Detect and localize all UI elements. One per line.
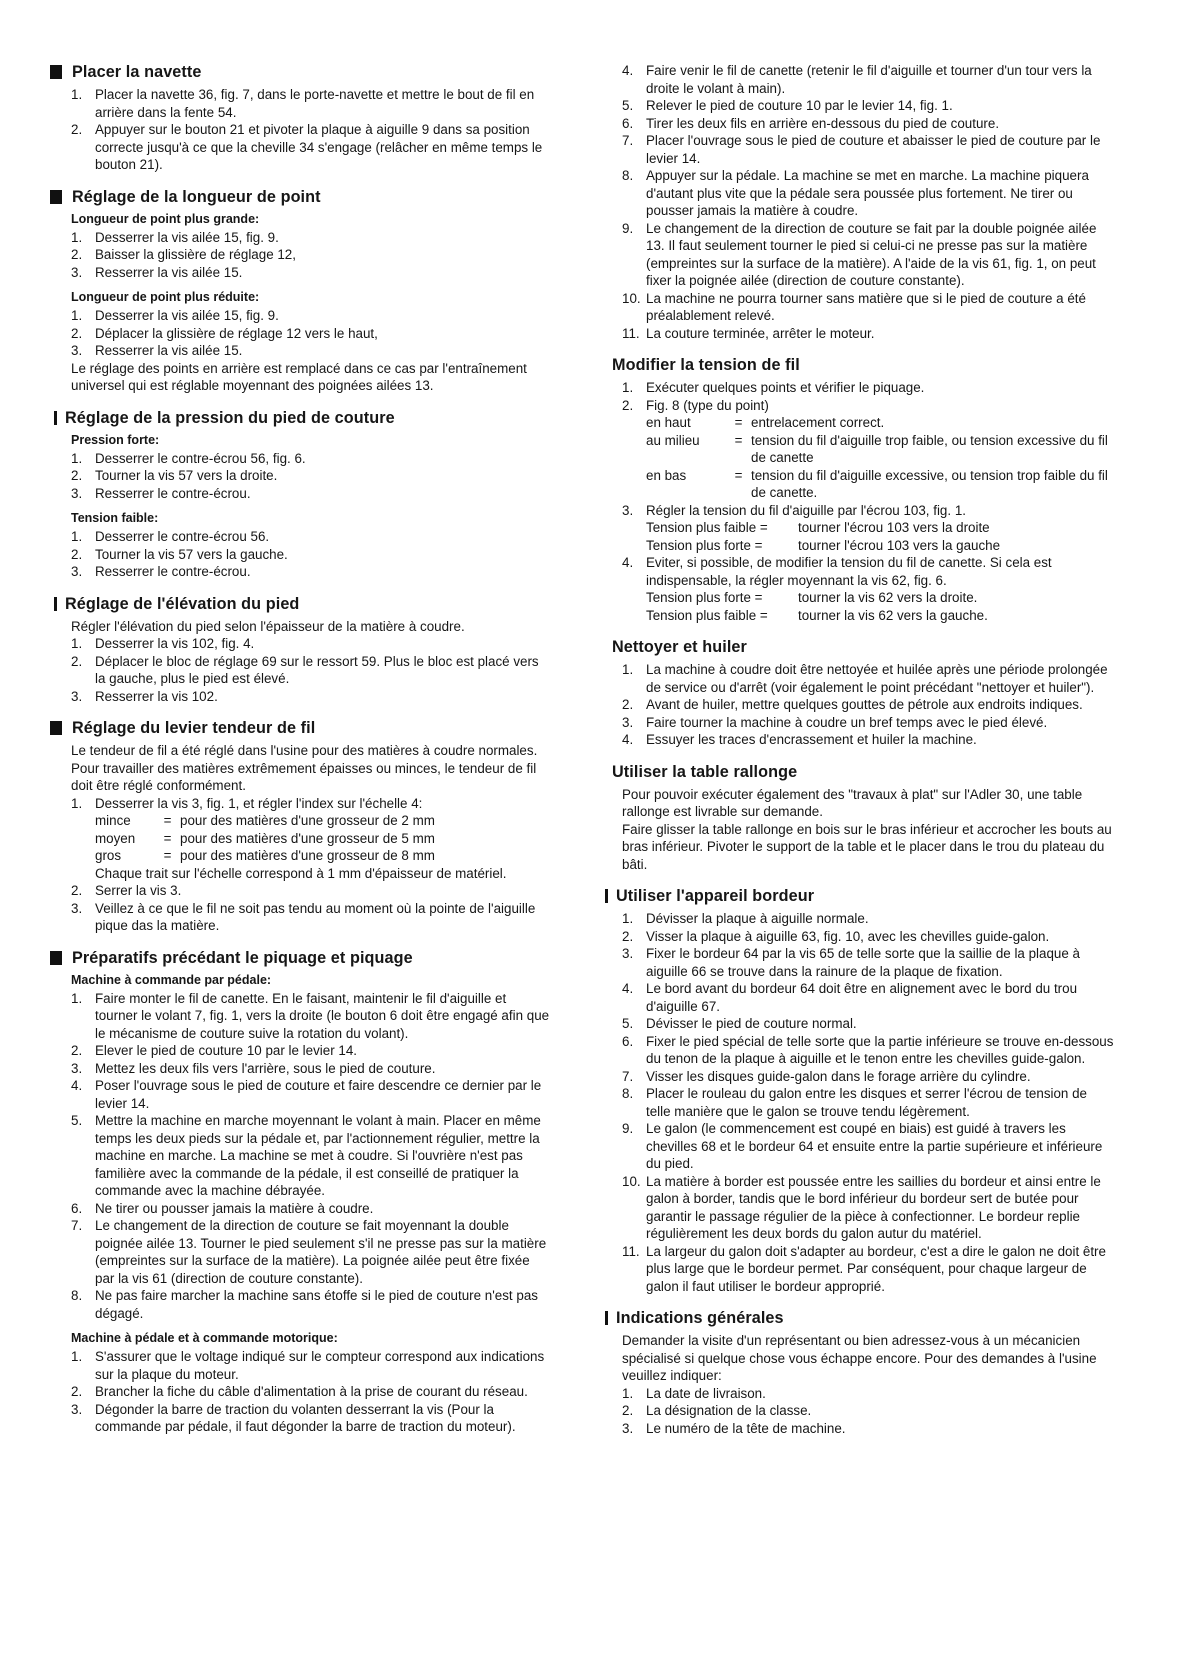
list-item: 5. Relever le pied de couture 10 par le levier 14, fig. 1.: [622, 98, 953, 113]
section-nettoyer: [601, 637, 1115, 749]
bar-bullet-icon: [605, 1311, 608, 1325]
section-heading: [601, 1308, 1115, 1328]
list-item: 10. La machine ne pourra tourner sans matière que si le pied de couture a été préalablement relevé.: [622, 290, 1086, 323]
list-item: 6. Fixer le pied spécial de telle sorte que la partie inférieure se trouve en-dessous du tenon de la plaque à aiguille et le tenon entre les chevilles guide-galon.: [622, 1033, 1114, 1066]
section-heading: [601, 886, 1115, 906]
list-item: 3. Mettez les deux fils vers l'arrière, sous le pied de couture.: [71, 1060, 436, 1076]
list-item: 8. Appuyer sur la pédale. La machine se met en marche. La machine piquera d'autant plus vite que la pédale sera poussée plus fortement. Ne tirer ou pousser jamais la matière à coudre.: [622, 168, 1089, 218]
intro-text: Pour travailler des matières extrêmement épaisses ou minces, le tendeur de fil doit être réglé conformément.: [71, 760, 537, 793]
list-item: 2. Fig. 8 (type du point) en haut = entrelacement correct. au milieu = tension du fil d'aiguille trop faible, ou tension excessive du fil de canette en bas = tension du fil d'aiguille excessive, ou tension trop faible du fil de canette.: [622, 397, 1115, 502]
section-table-rallonge: [601, 762, 1115, 874]
section-appareil-bordeur: [601, 886, 1115, 1295]
fig8-row: au milieu = tension du fil d'aiguille trop faible, ou tension excessive du fil de canette: [646, 432, 1108, 465]
list-item: 1. La date de livraison.: [622, 1385, 766, 1401]
paragraph: Faire glisser la table rallonge en bois sur le bras inférieur et accrocher les bouts au bras inférieur. Pivoter le support de la table et le placer dans le trou du plateau du bâti.: [622, 821, 1112, 872]
subheading: Pression forte:: [71, 432, 160, 447]
list-item: 7. Le changement de la direction de couture se fait moyennant la double poignée ailée 13. Tourner le pied seulement s'il ne presse pas sur la matière (empreintes sur la surface de la matière). La poignée ailée peut être fixée par la vis 61 (direction de couture constante).: [71, 1218, 547, 1286]
list-item: 4. Eviter, si possible, de modifier la tension du fil de canette. Si cela est indispensable, la régler moyennant la vis 62, fig. 6. Tension plus forte = tourner la vis 62 vers la droite. Tension plus faible = tourner la vis 62 vers la gauche.: [622, 554, 1115, 624]
section-heading: [50, 408, 550, 428]
note-text: Le réglage des points en arrière est remplacé dans ce cas par l'entraînement universel qui est réglable moyennant des poignées ailées 13.: [71, 360, 527, 393]
scale-row: mince = pour des matières d'une grosseur de 2 mm: [95, 813, 435, 828]
heading-text: Utiliser l'appareil bordeur: [616, 887, 815, 905]
heading-text: Nettoyer et huiler: [612, 638, 747, 656]
list-item: 2. Visser la plaque à aiguille 63, fig. 10, avec les chevilles guide-galon.: [622, 928, 1050, 944]
section-levier-tendeur: [50, 718, 550, 935]
list-item: 2. Avant de huiler, mettre quelques gouttes de pétrole aux endroits indiques.: [622, 697, 1083, 712]
section-continuation: [601, 62, 1115, 342]
list-item: 4. Le bord avant du bordeur 64 doit être en alignement avec le bord du trou d'aiguille 67.: [622, 981, 1078, 1014]
list-item: 6. Ne tirer ou pousser jamais la matière à coudre.: [71, 1200, 374, 1216]
tension-row: Tension plus forte = tourner l'écrou 103 vers la gauche: [646, 537, 1001, 553]
tension-row: Tension plus forte = tourner la vis 62 vers la droite.: [646, 590, 978, 605]
fig8-row: en haut = entrelacement correct.: [646, 415, 885, 430]
section-heading: [612, 637, 1115, 657]
intro-text: Le tendeur de fil a été réglé dans l'usine pour des matières à coudre normales.: [71, 743, 538, 758]
fig8-row: en bas = tension du fil d'aiguille excessive, ou tension trop faible du fil de canette.: [646, 467, 1108, 500]
subheading: Machine à pédale et à commande motorique:: [71, 1331, 338, 1345]
section-heading: [50, 594, 550, 614]
bar-bullet-icon: [54, 597, 57, 611]
bar-bullet-icon: [54, 411, 57, 425]
heading-text: Réglage de la pression du pied de couture: [65, 408, 395, 427]
list-item: 10. La matière à border est poussée entre les saillies du bordeur et ainsi entre le galon à border, tandis que le bord inférieur du bordeur sert de butée pour garantir le passage régulier de la pièce à confectionner. Le bordeur replie régulièrement les deux bords du galon autur du matériel.: [622, 1173, 1101, 1241]
list-item: 1. Faire monter le fil de canette. En le faisant, maintenir le fil d'aiguille et tourner le volant 7, fig. 1, vers la droite (le bouton 6 doit être engagé afin que le mécanisme de couture suive la rotation du volant).: [71, 990, 550, 1041]
list-item: 9. Le galon (le commencement est coupé en biais) est guidé à travers les chevilles 68 et le bordeur 64 et ensuite entre la partie supérieure et inférieure du pied.: [622, 1121, 1103, 1171]
list-item: 1. Placer la navette 36, fig. 7, dans le porte-navette et mettre le bout de fil en arrière dans la fente 54.: [71, 87, 535, 120]
list-item: 1. Desserrer le contre-écrou 56.: [71, 529, 270, 544]
section-heading: [612, 355, 1115, 375]
bar-bullet-icon: [605, 889, 608, 903]
list-item: 1. Desserrer la vis 3, fig. 1, et régler l'index sur l'échelle 4: mince = pour des matières d'une grosseur de 2 mm moyen = pour des matières d'une grosseur de 5 mm gros = pour des matières d'une grosseur de 8 mm Chaque trait sur l'échelle correspond à 1 mm d'épaisseur de matériel.: [71, 795, 550, 883]
heading-text: Placer la navette: [72, 63, 202, 81]
list-item: 2. Déplacer le bloc de réglage 69 sur le ressort 59. Plus le bloc est placé vers la gauche, plus le pied est élevé.: [71, 653, 539, 686]
list-item: 2. La désignation de la classe.: [622, 1403, 812, 1418]
section-pression-pied: [50, 408, 550, 581]
list-item: 5. Dévisser le pied de couture normal.: [622, 1016, 857, 1031]
list-item: 1. Desserrer la vis ailée 15, fig. 9.: [71, 308, 279, 323]
list-item: 4. Essuyer les traces d'encrassement et huiler la machine.: [622, 732, 977, 747]
section-longueur-point: [50, 187, 550, 395]
subheading: Longueur de point plus réduite:: [71, 290, 260, 304]
list-item: 7. Visser les disques guide-galon dans le forage arrière du cylindre.: [622, 1068, 1031, 1084]
list-item: 2. Déplacer la glissière de réglage 12 vers le haut,: [71, 325, 378, 341]
list-item: 1. La machine à coudre doit être nettoyée et huilée après une période prolongée de service ou d'arrêt (voir également le point précédant "nettoyer et huiler").: [622, 662, 1108, 695]
heading-text: Indications générales: [616, 1309, 784, 1327]
list-item: 8. Placer le rouleau du galon entre les disques et serrer l'écrou de tension de telle manière que le galon se trouve tendu légèrement.: [622, 1086, 1087, 1119]
intro-text: Demander la visite d'un représentant ou bien adressez-vous à un mécanicien spécialisé si quelque chose vous échappe encore. Pour des demandes à l'usine veuillez indiquer:: [622, 1333, 1097, 1383]
section-indications: [601, 1308, 1115, 1437]
subheading: Tension faible:: [71, 511, 159, 525]
list-item: 6. Tirer les deux fils en arrière en-dessous du pied de couture.: [622, 115, 1000, 131]
left-column: [50, 62, 550, 1449]
heading-text: Préparatifs précédant le piquage et piquage: [72, 948, 413, 967]
list-item: 3. Resserrer la vis ailée 15.: [71, 264, 243, 280]
list-item: 3. Le numéro de la tête de machine.: [622, 1420, 846, 1436]
list-item: 1. S'assurer que le voltage indiqué sur le compteur correspond aux indications sur la plaque du moteur.: [71, 1349, 545, 1382]
intro-text: Régler l'élévation du pied selon l'épaisseur de la matière à coudre.: [71, 618, 465, 634]
heading-text: Modifier la tension de fil: [612, 356, 800, 374]
list-item: 2. Tourner la vis 57 vers la droite.: [71, 468, 278, 483]
list-item: 2. Elever le pied de couture 10 par le levier 14.: [71, 1043, 358, 1058]
list-item: 4. Poser l'ouvrage sous le pied de couture et faire descendre ce dernier par le levier 14.: [71, 1078, 542, 1111]
list-item: 2. Baisser la glissière de réglage 12,: [71, 247, 296, 262]
list-item: 2. Brancher la fiche du câble d'alimentation à la prise de courant du réseau.: [71, 1384, 528, 1399]
section-heading: [612, 762, 1115, 782]
list-item: 1. Desserrer la vis ailée 15, fig. 9.: [71, 229, 279, 245]
section-heading: [50, 62, 550, 82]
heading-text: Utiliser la table rallonge: [612, 762, 798, 781]
list-item: 3. Régler la tension du fil d'aiguille par l'écrou 103, fig. 1. Tension plus faible = tourner l'écrou 103 vers la droite Tension plus forte = tourner l'écrou 103 vers la gauche: [622, 502, 1115, 555]
square-bullet-icon: [50, 721, 62, 735]
list-item: 3. Resserrer la vis ailée 15.: [71, 343, 243, 358]
list-item: 9. Le changement de la direction de couture se fait par la double poignée ailée 13. Il faut seulement tourner le pied si celui-ci ne presse pas sur la matière (empreintes sur la surface de la matière). A l'aide de la vis 61, fig. 1, on peut fixer la poignée ailée (direction de couture constante).: [622, 220, 1097, 288]
heading-text: Réglage de l'élévation du pied: [65, 594, 300, 613]
square-bullet-icon: [50, 190, 62, 204]
scale-row: gros = pour des matières d'une grosseur de 8 mm: [95, 848, 435, 863]
section-placer-navette: [50, 62, 550, 174]
list-item: 2. Tourner la vis 57 vers la gauche.: [71, 546, 288, 562]
list-item: 11. La largeur du galon doit s'adapter au bordeur, c'est a dire le galon ne doit être plus large que le bordeur permet. Par conséquent, pour chaque largeur de galon il faut utiliser le bordeur approprié.: [622, 1243, 1106, 1294]
list-item: 3. Faire tourner la machine à coudre un bref temps avec le pied élevé.: [622, 714, 1048, 730]
list-item: 3. Veillez à ce que le fil ne soit pas tendu au moment où la pointe de l'aiguille pique das la matière.: [71, 900, 536, 933]
tension-row: Tension plus faible = tourner l'écrou 103 vers la droite: [646, 520, 990, 535]
list-item: 11. La couture terminée, arrêter le moteur.: [622, 325, 875, 341]
list-item: 3. Resserrer le contre-écrou.: [71, 564, 251, 579]
list-item: 1. Desserrer la vis 102, fig. 4.: [71, 636, 255, 651]
subheading: Machine à commande par pédale:: [71, 972, 272, 987]
list-item: 2. Appuyer sur le bouton 21 et pivoter la plaque à aiguille 9 dans sa position correcte jusqu'à ce que la cheville 34 s'engage (relâcher en même temps le bouton 21).: [71, 122, 543, 172]
scale-row: moyen = pour des matières d'une grosseur de 5 mm: [95, 830, 435, 846]
heading-text: Réglage du levier tendeur de fil: [72, 719, 316, 737]
list-item: 2. Serrer la vis 3.: [71, 883, 182, 898]
list-item: 3. Fixer le bordeur 64 par la vis 65 de telle sorte que la saillie de la plaque à aiguille 66 se trouve dans la rainure de la plaque de fixation.: [622, 946, 1080, 979]
list-item: 3. Resserrer le contre-écrou.: [71, 485, 251, 501]
paragraph: Pour pouvoir exécuter également des "travaux à plat" sur l'Adler 30, une table rallonge est livrable sur demande.: [622, 786, 1083, 819]
section-heading: [50, 948, 550, 968]
section-preparatifs: [50, 948, 550, 1436]
section-heading: [50, 187, 550, 207]
section-elevation-pied: [50, 594, 550, 706]
list-item: 8. Ne pas faire marcher la machine sans étoffe si le pied de couture n'est pas dégagé.: [71, 1288, 538, 1321]
section-tension-fil: [601, 355, 1115, 624]
list-item: 7. Placer l'ouvrage sous le pied de couture et abaisser le pied de couture par le levier 14.: [622, 133, 1101, 166]
list-item: 1. Exécuter quelques points et vérifier le piquage.: [622, 380, 925, 395]
heading-text: Réglage de la longueur de point: [72, 187, 321, 206]
list-item: 3. Resserrer la vis 102.: [71, 688, 218, 704]
section-heading: [50, 718, 550, 738]
right-column: [601, 62, 1115, 1450]
subheading: Longueur de point plus grande:: [71, 211, 260, 226]
square-bullet-icon: [50, 65, 62, 79]
list-item: 4. Faire venir le fil de canette (retenir le fil d'aiguille et tourner d'un tour vers la droite le volant à main).: [622, 63, 1092, 96]
list-item: 1. Dévisser la plaque à aiguille normale.: [622, 911, 869, 926]
square-bullet-icon: [50, 951, 62, 965]
list-item: 5. Mettre la machine en marche moyennant le volant à main. Placer en même temps les deux pieds sur la pédale et, par l'actionnement régulier, mettre la machine en marche. La machine se met à coudre. Si l'ouvrière n'est pas familière avec la commande de la pédale, il est conseillé de pratiquer la commande avec la machine débrayée.: [71, 1113, 541, 1198]
list-item: 3. Dégonder la barre de traction du volanten desserrant la vis (Pour la commande par pédale, il faut dégonder la barre de traction du moteur).: [71, 1401, 516, 1434]
list-item: 1. Desserrer le contre-écrou 56, fig. 6.: [71, 450, 306, 466]
tension-row: Tension plus faible = tourner la vis 62 vers la gauche.: [646, 607, 988, 623]
